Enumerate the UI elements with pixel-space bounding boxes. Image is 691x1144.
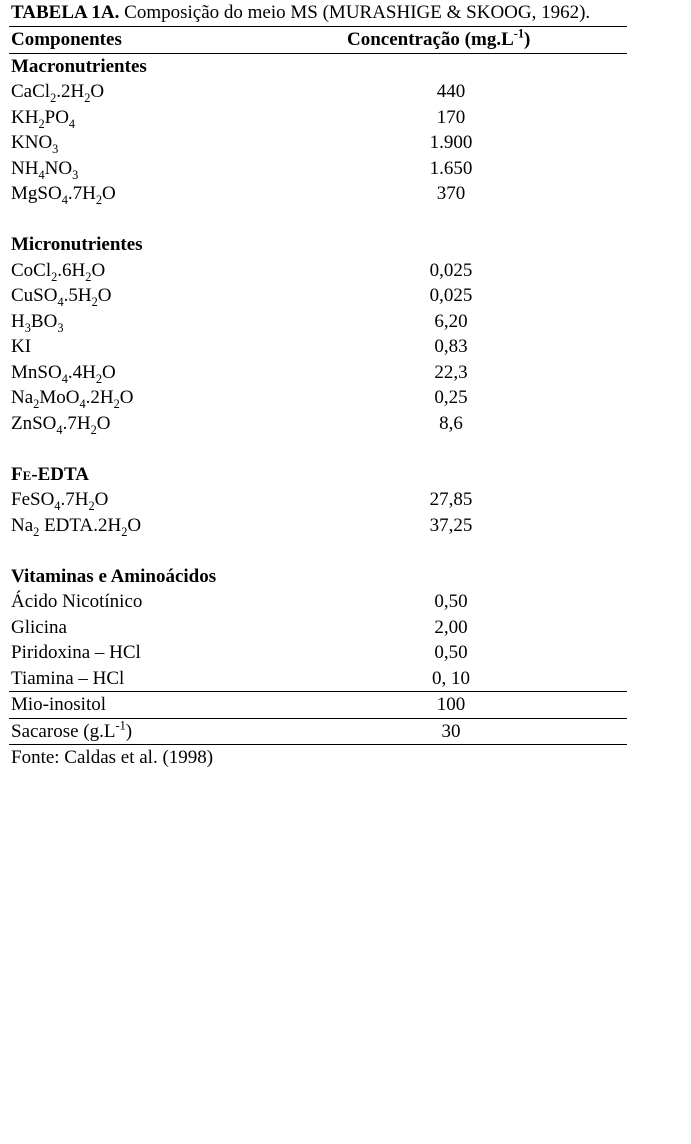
component-cell: $Na_2MoO_4.2H_2O$ — [11, 387, 134, 412]
table-row — [9, 360, 627, 386]
component-cell: $Na_2$ $EDTA.2H_2O$ — [11, 514, 142, 539]
table-row — [9, 309, 627, 335]
section-title: Vitaminas e Aminoácidos — [11, 565, 217, 587]
concentration-cell: 0,83 — [434, 336, 468, 358]
concentration-cell: 1.650 — [429, 157, 473, 179]
spacer-cell — [9, 538, 309, 564]
table-row — [9, 334, 627, 360]
section-title-row — [9, 53, 627, 79]
concentration-cell: 30 — [309, 718, 627, 745]
table-row — [9, 130, 627, 156]
component-cell: $MnSO_4.4H_2O$ — [11, 361, 116, 386]
component-cell: Sacarose $(g.L^{-1})$ — [9, 718, 309, 745]
concentration-cell: 1.900 — [429, 132, 473, 154]
concentration-cell — [309, 207, 627, 233]
table-row — [9, 181, 627, 207]
concentration-cell: 0,25 — [434, 387, 468, 409]
table-caption-label: TABELA 1A. — [11, 2, 120, 23]
table-row — [9, 385, 627, 411]
section-title-row — [9, 564, 627, 590]
concentration-cell: 0,50 — [434, 591, 468, 613]
component-cell: $CuSO_4.5H_2O$ — [11, 285, 112, 310]
component-cell: Ácido Nicotínico — [11, 591, 143, 613]
component-cell: $H_3BO_3$ — [11, 310, 64, 335]
ms-medium-table — [9, 26, 627, 745]
table-row — [9, 79, 627, 105]
table-row — [9, 283, 627, 309]
table-row — [9, 589, 627, 615]
spacer-cell — [9, 207, 309, 233]
section-title-row — [9, 462, 627, 488]
table-row — [9, 513, 627, 539]
concentration-cell — [309, 53, 627, 79]
table-header-row — [9, 27, 627, 54]
component-cell: $KH_2PO_4$ — [11, 106, 76, 131]
concentration-cell: 27,85 — [429, 489, 473, 511]
footer-row — [9, 718, 627, 745]
component-cell: Tiamina – HCl — [11, 667, 125, 689]
concentration-cell — [309, 232, 627, 258]
concentration-cell: 22,3 — [434, 361, 468, 383]
component-cell: $CaCl_2.2H_2O$ — [11, 81, 105, 106]
component-cell: $KNO_3$ — [11, 132, 59, 157]
spacer-cell — [9, 436, 309, 462]
concentration-cell: 100 — [309, 692, 627, 719]
concentration-cell — [309, 436, 627, 462]
header-component: Componentes — [9, 27, 309, 54]
concentration-cell: 370 — [436, 183, 466, 205]
concentration-cell — [309, 538, 627, 564]
footer-row — [9, 692, 627, 719]
section-title: Fe-EDTA — [11, 463, 89, 485]
table-row — [9, 258, 627, 284]
concentration-cell: 37,25 — [429, 514, 473, 536]
component-cell: Piridoxina – HCl — [11, 642, 141, 664]
concentration-cell — [309, 564, 627, 590]
concentration-cell: 0,50 — [434, 642, 468, 664]
concentration-cell: 8,6 — [439, 412, 463, 434]
component-cell: $MgSO_4.7H_2O$ — [11, 183, 116, 208]
table-row — [9, 487, 627, 513]
table-caption-text: Composição do meio MS (MURASHIGE & SKOOG, 1962). — [119, 2, 591, 23]
section-title: Macronutrientes — [11, 55, 147, 77]
concentration-cell: 0,025 — [429, 259, 473, 281]
component-cell: $CoCl_2.6H_2O$ — [11, 259, 106, 284]
concentration-cell — [309, 462, 627, 488]
component-cell: Mio-inositol — [9, 692, 309, 719]
spacer-row — [9, 207, 627, 233]
component-cell: KI — [11, 336, 32, 358]
component-cell: $ZnSO_4.7H_2O$ — [11, 412, 111, 437]
spacer-row — [9, 436, 627, 462]
concentration-cell: 0, 10 — [432, 667, 470, 689]
header-concentration: Concentração $(mg.L^{-1})$ — [309, 27, 627, 54]
concentration-cell: 6,20 — [434, 310, 468, 332]
component-cell: Glicina — [11, 616, 67, 638]
table-row — [9, 666, 627, 692]
table-row — [9, 640, 627, 666]
table-row — [9, 615, 627, 641]
table-row — [9, 156, 627, 182]
table-caption — [11, 2, 590, 24]
section-title-row — [9, 232, 627, 258]
concentration-cell: 170 — [436, 106, 466, 128]
section-title: Micronutrientes — [11, 234, 143, 256]
table-row — [9, 105, 627, 131]
component-cell: $NH_4NO_3$ — [11, 157, 79, 182]
concentration-cell: 2,00 — [434, 616, 468, 638]
concentration-cell: 0,025 — [429, 285, 473, 307]
table-source: Fonte: Caldas et al. (1998) — [11, 747, 214, 768]
concentration-cell: 440 — [436, 81, 466, 103]
table-row — [9, 411, 627, 437]
spacer-row — [9, 538, 627, 564]
component-cell: $FeSO_4.7H_2O$ — [11, 489, 109, 514]
